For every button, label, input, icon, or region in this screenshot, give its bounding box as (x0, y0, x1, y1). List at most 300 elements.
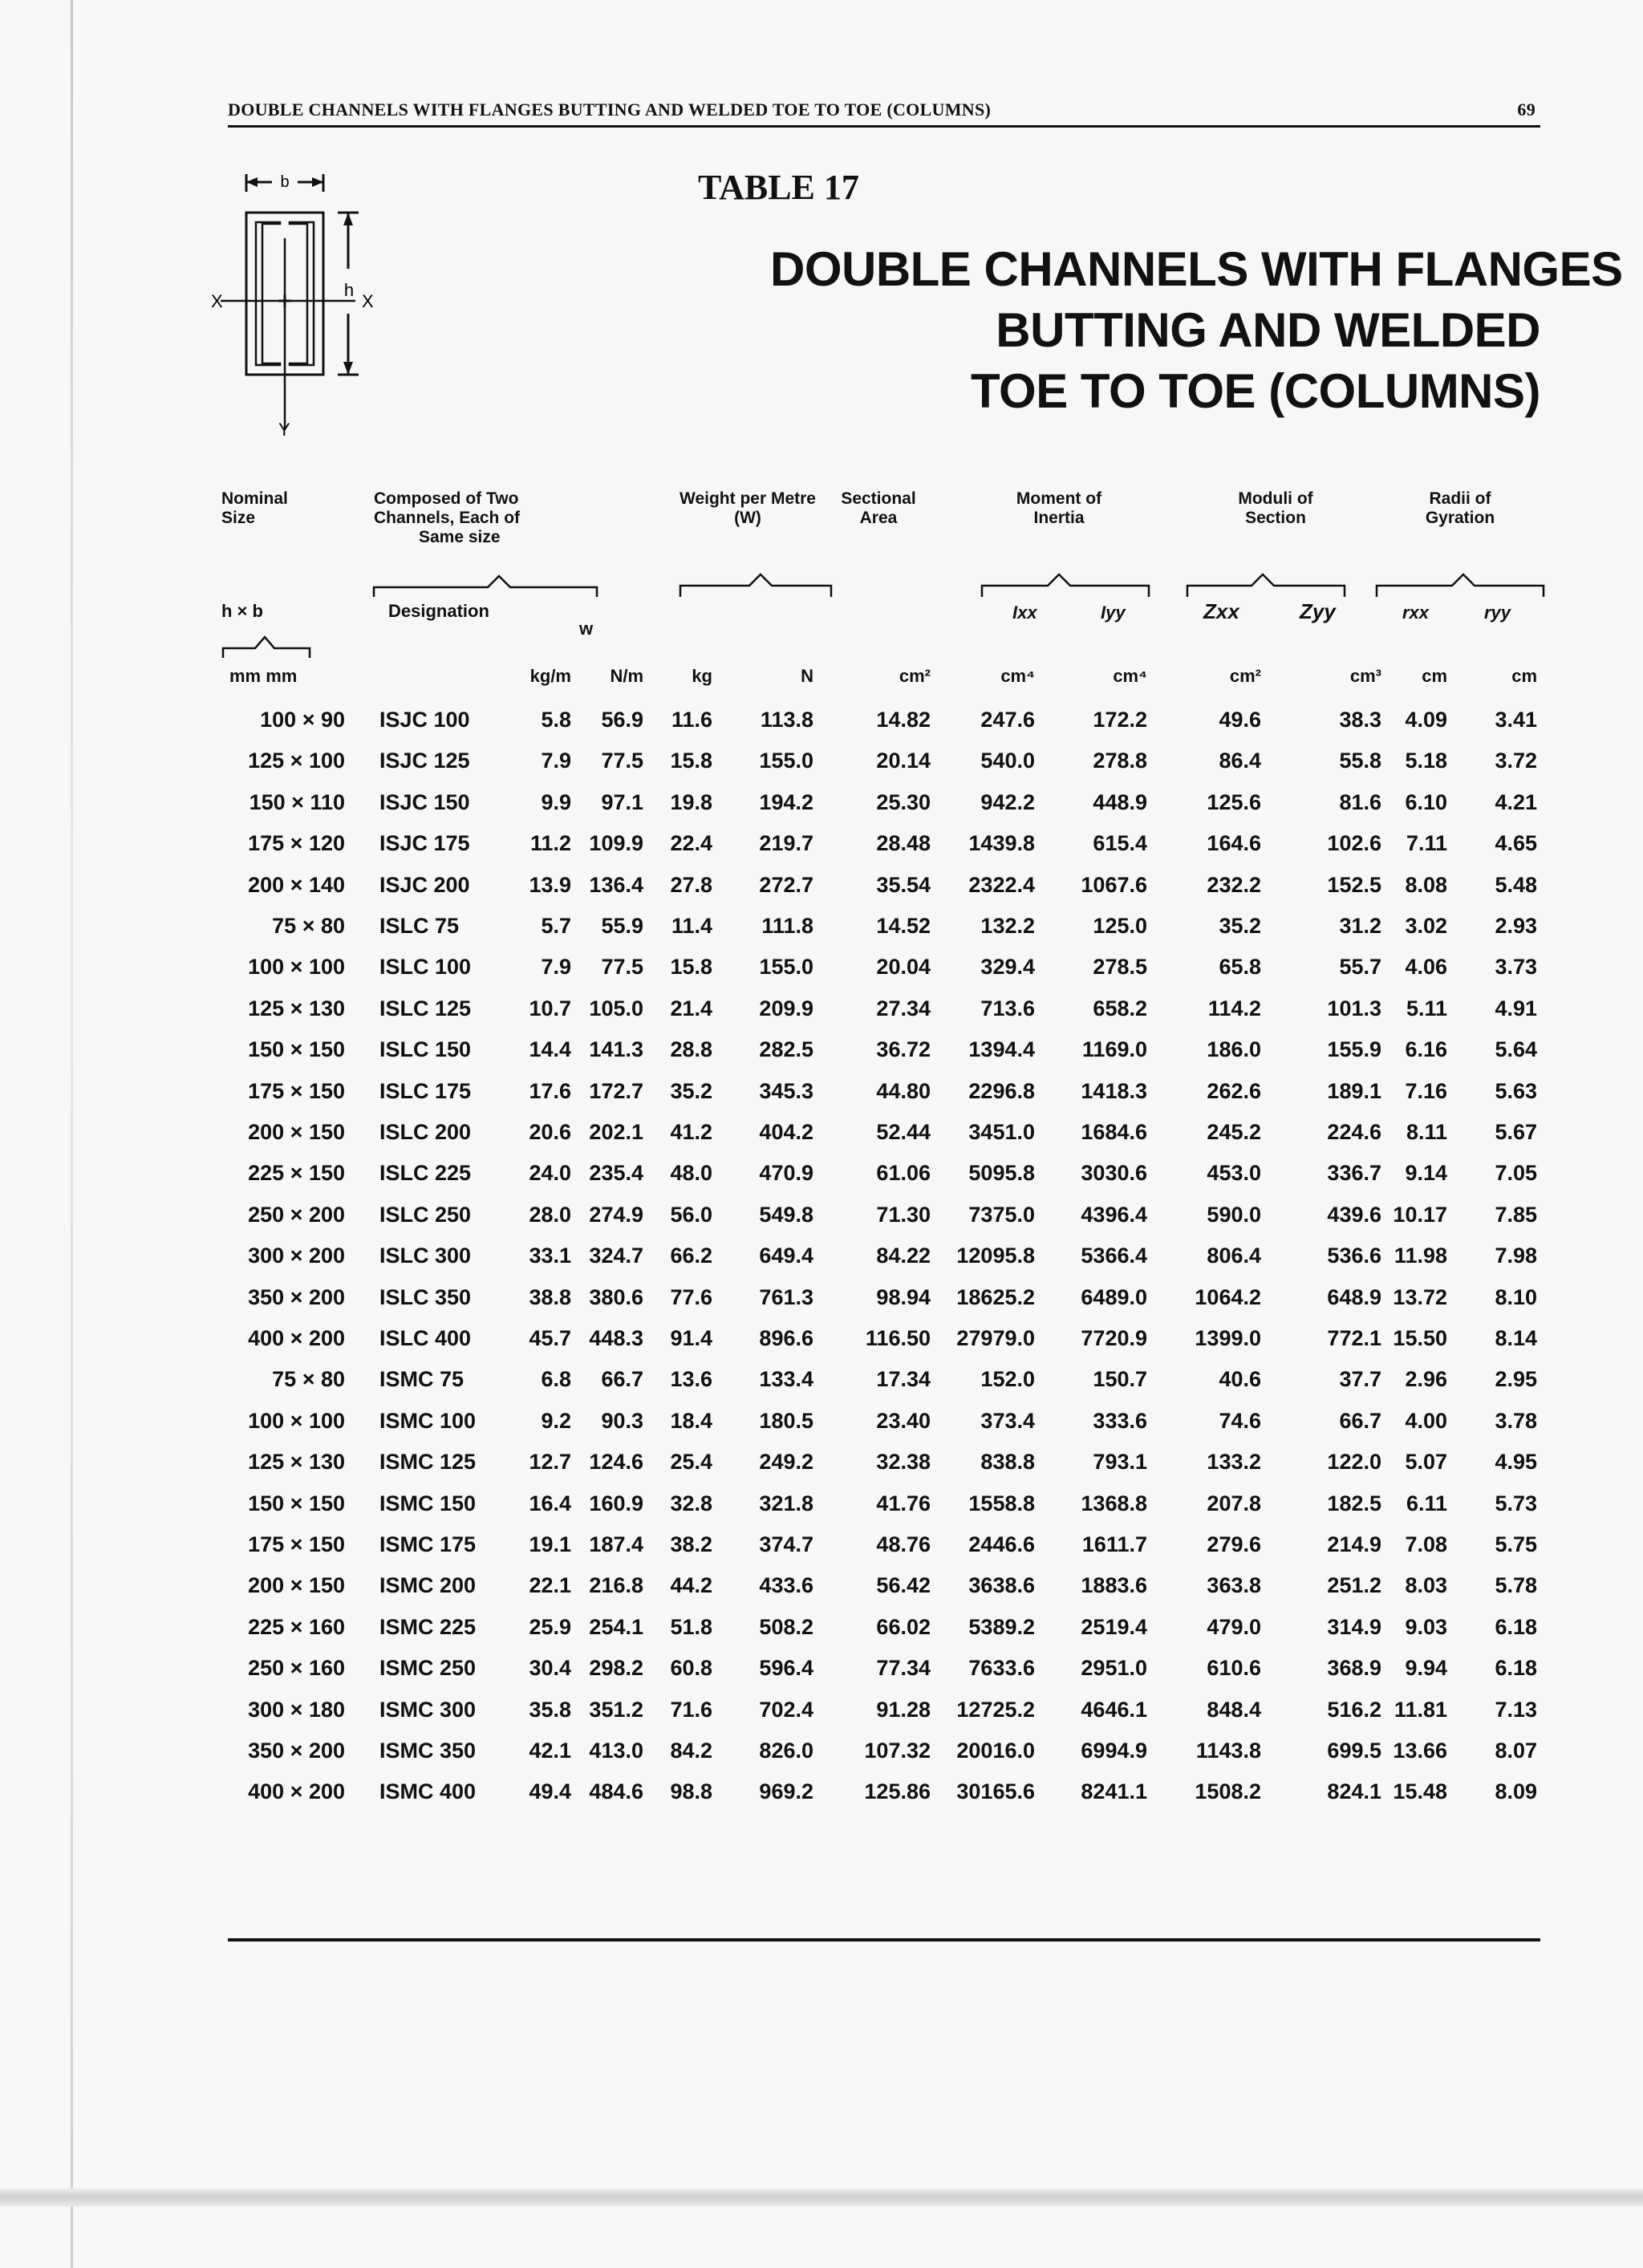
table-row (0, 706, 1643, 738)
cell-sectional-area: 61.06 (876, 1161, 931, 1186)
cell-size-hxb: 200 × 150 (248, 1573, 345, 1598)
cell-rxx: 7.11 (1406, 831, 1447, 856)
cell-size-hxb: 300 × 200 (248, 1244, 345, 1268)
table-row (0, 871, 1643, 903)
cell-weight-kgm: 9.9 (541, 789, 571, 814)
cell-zxx: 262.6 (1207, 1078, 1261, 1103)
cell-iyy: 278.5 (1093, 955, 1147, 980)
cell-weight-n: 194.2 (759, 789, 813, 814)
cell-size-hxb: 175 × 150 (248, 1078, 345, 1103)
cell-iyy: 6994.9 (1081, 1739, 1147, 1763)
cell-ryy: 6.18 (1495, 1656, 1537, 1681)
cell-ixx: 3638.6 (968, 1573, 1035, 1598)
cell-sectional-area: 84.22 (876, 1244, 931, 1268)
cell-ryy: 5.48 (1495, 872, 1537, 897)
header-weight: Weight per Metre (W) (680, 489, 816, 527)
cell-ixx: 247.6 (980, 708, 1035, 732)
diagram-label-y: Y (278, 420, 290, 440)
cell-ryy: 8.14 (1495, 1326, 1537, 1350)
cell-designation: ISLC 100 (379, 955, 472, 980)
cell-ixx: 5095.8 (968, 1161, 1035, 1186)
unit-mm: mm mm (229, 666, 298, 686)
cell-sectional-area: 32.38 (876, 1450, 931, 1475)
cell-iyy: 793.1 (1093, 1450, 1147, 1475)
cell-weight-kg: 15.8 (670, 955, 712, 980)
cell-weight-kg: 91.4 (670, 1326, 712, 1350)
page-number: 69 (1517, 99, 1535, 120)
unit-n: N (801, 666, 813, 686)
cell-weight-kg: 15.8 (670, 749, 712, 773)
cell-weight-kgm: 5.7 (541, 914, 571, 938)
cell-zxx: 1064.2 (1195, 1284, 1261, 1309)
cell-weight-kgm: 45.7 (529, 1326, 571, 1350)
cell-iyy: 172.2 (1093, 708, 1147, 732)
cell-sectional-area: 98.94 (876, 1284, 931, 1309)
cell-zyy: 336.7 (1327, 1161, 1381, 1186)
cell-weight-nm: 254.1 (589, 1614, 643, 1639)
cell-designation: ISLC 300 (379, 1244, 472, 1268)
cell-weight-n: 113.8 (760, 708, 813, 732)
cell-weight-kgm: 7.9 (541, 955, 571, 980)
cell-size-hxb: 100 × 100 (248, 1408, 345, 1433)
cell-zyy: 772.1 (1327, 1326, 1381, 1350)
cell-weight-kg: 11.4 (671, 914, 712, 938)
cell-weight-n: 549.8 (759, 1202, 813, 1227)
cell-iyy: 3030.6 (1081, 1161, 1147, 1186)
header-nominal: Nominal Size (221, 489, 288, 527)
cell-weight-kgm: 10.7 (529, 996, 571, 1020)
cell-zyy: 314.9 (1327, 1614, 1381, 1639)
cell-zyy: 699.5 (1327, 1739, 1381, 1763)
table-row (0, 1654, 1643, 1686)
header-area: Sectional Area (841, 489, 916, 527)
cell-sectional-area: 14.52 (876, 914, 931, 938)
table-row (0, 995, 1643, 1027)
cell-sectional-area: 20.04 (876, 955, 931, 980)
cell-ryy: 8.09 (1495, 1779, 1537, 1804)
cell-size-hxb: 200 × 140 (248, 872, 345, 897)
cell-ryy: 8.10 (1495, 1284, 1537, 1309)
cell-zxx: 186.0 (1207, 1037, 1261, 1062)
cell-weight-kg: 19.8 (670, 789, 712, 814)
cell-ryy: 7.85 (1495, 1202, 1537, 1227)
cell-weight-nm: 136.4 (589, 872, 643, 897)
header-composed: Composed of Two Channels, Each of Same size (374, 489, 521, 546)
cell-size-hxb: 150 × 150 (248, 1491, 345, 1515)
cell-weight-n: 249.2 (759, 1450, 813, 1475)
cell-ixx: 2446.6 (968, 1532, 1035, 1556)
cell-designation: ISMC 300 (379, 1697, 477, 1722)
cell-zyy: 251.2 (1327, 1573, 1381, 1598)
cell-weight-kg: 32.8 (670, 1491, 712, 1515)
cell-size-hxb: 125 × 130 (248, 996, 345, 1020)
cell-weight-nm: 77.5 (601, 749, 643, 773)
diagram-label-b: b (280, 173, 290, 191)
cell-zyy: 155.9 (1327, 1037, 1381, 1062)
header-braces (0, 0, 1643, 690)
cell-weight-kgm: 14.4 (529, 1037, 571, 1062)
cell-iyy: 1368.8 (1081, 1491, 1147, 1515)
cell-sectional-area: 125.86 (864, 1779, 931, 1804)
cell-zyy: 224.6 (1327, 1120, 1381, 1144)
main-title-line-2: BUTTING AND WELDED (996, 303, 1540, 357)
cell-weight-kgm: 11.2 (529, 831, 571, 856)
cell-weight-nm: 298.2 (589, 1656, 643, 1681)
cell-zxx: 207.8 (1207, 1491, 1261, 1515)
table-row (0, 1077, 1643, 1110)
cell-rxx: 3.02 (1405, 914, 1447, 938)
cell-ryy: 3.78 (1495, 1408, 1537, 1433)
cell-rxx: 13.66 (1393, 1739, 1447, 1763)
cell-weight-nm: 172.7 (589, 1078, 643, 1103)
cell-iyy: 7720.9 (1081, 1326, 1147, 1350)
cell-designation: ISJC 175 (379, 831, 470, 856)
cell-size-hxb: 75 × 80 (272, 1367, 345, 1392)
cell-iyy: 150.7 (1093, 1367, 1147, 1392)
cell-zyy: 439.6 (1327, 1202, 1381, 1227)
cell-ixx: 373.4 (980, 1408, 1035, 1433)
cell-zxx: 49.6 (1219, 708, 1261, 732)
header-zxx: Zxx (1203, 599, 1239, 623)
cell-size-hxb: 175 × 150 (248, 1532, 345, 1556)
cell-weight-kg: 27.8 (670, 872, 712, 897)
cell-ryy: 7.98 (1495, 1244, 1537, 1268)
cell-zxx: 40.6 (1219, 1367, 1261, 1392)
cell-iyy: 1684.6 (1081, 1120, 1147, 1144)
cell-designation: ISMC 400 (379, 1779, 477, 1804)
cell-zyy: 102.6 (1327, 831, 1381, 856)
cell-sectional-area: 44.80 (876, 1078, 931, 1103)
cell-ryy: 7.13 (1495, 1697, 1537, 1722)
cell-ryy: 4.21 (1495, 789, 1537, 814)
cell-weight-n: 180.5 (759, 1408, 813, 1433)
cell-designation: ISMC 100 (379, 1408, 477, 1433)
header-radii: Radii of Gyration (1425, 489, 1495, 527)
table-row (0, 1118, 1643, 1150)
table-row (0, 953, 1643, 985)
cell-weight-nm: 97.1 (601, 789, 643, 814)
cell-weight-nm: 160.9 (589, 1491, 643, 1515)
cell-iyy: 8241.1 (1081, 1779, 1147, 1804)
cell-ixx: 7375.0 (968, 1202, 1035, 1227)
table-row (0, 830, 1643, 862)
cell-sectional-area: 66.02 (876, 1614, 931, 1639)
cell-size-hxb: 150 × 150 (248, 1037, 345, 1062)
cell-ryy: 2.95 (1495, 1367, 1537, 1392)
header-ixx: Ixx (1012, 603, 1037, 623)
cell-weight-kg: 41.2 (670, 1120, 712, 1144)
table-row (0, 1036, 1643, 1068)
cell-iyy: 2519.4 (1081, 1614, 1147, 1639)
cell-weight-n: 596.4 (759, 1656, 813, 1681)
cell-rxx: 6.16 (1405, 1037, 1447, 1062)
cell-rxx: 11.98 (1394, 1244, 1447, 1268)
cell-designation: ISLC 225 (379, 1161, 472, 1186)
cell-rxx: 9.14 (1405, 1161, 1447, 1186)
cell-ixx: 942.2 (980, 789, 1035, 814)
cell-weight-kgm: 28.0 (529, 1202, 571, 1227)
cell-rxx: 5.11 (1406, 996, 1447, 1020)
table-row (0, 789, 1643, 821)
cell-sectional-area: 48.76 (876, 1532, 931, 1556)
cell-weight-kg: 18.4 (670, 1408, 712, 1433)
table-row (0, 1572, 1643, 1604)
cell-weight-kg: 48.0 (670, 1161, 712, 1186)
cell-zxx: 1399.0 (1195, 1326, 1261, 1350)
cell-size-hxb: 225 × 150 (248, 1161, 345, 1186)
cell-weight-n: 374.7 (759, 1532, 813, 1556)
cell-iyy: 1169.0 (1081, 1037, 1147, 1062)
cell-size-hxb: 100 × 100 (248, 955, 345, 980)
cell-zxx: 245.2 (1207, 1120, 1261, 1144)
cell-iyy: 615.4 (1093, 831, 1147, 856)
diagram-label-x-right: X (362, 291, 374, 311)
cell-zxx: 479.0 (1207, 1614, 1261, 1639)
cell-size-hxb: 175 × 120 (248, 831, 345, 856)
cell-size-hxb: 75 × 80 (272, 914, 345, 938)
cell-size-hxb: 100 × 90 (260, 708, 345, 732)
cell-sectional-area: 27.34 (876, 996, 931, 1020)
cell-weight-nm: 66.7 (601, 1367, 643, 1392)
cell-iyy: 448.9 (1093, 789, 1147, 814)
cell-weight-kgm: 5.8 (541, 708, 571, 732)
table-row (0, 1448, 1643, 1480)
cell-weight-n: 404.2 (759, 1120, 813, 1144)
cell-weight-nm: 274.9 (589, 1202, 643, 1227)
cell-weight-kg: 84.2 (670, 1739, 712, 1763)
cell-zxx: 610.6 (1207, 1656, 1261, 1681)
cell-ryy: 5.73 (1495, 1491, 1537, 1515)
scan-bottom-edge (0, 2189, 1643, 2206)
cell-ixx: 1558.8 (968, 1491, 1035, 1515)
cell-iyy: 2951.0 (1081, 1656, 1147, 1681)
header-moduli: Moduli of Section (1238, 489, 1313, 527)
cell-zyy: 368.9 (1327, 1656, 1381, 1681)
cell-weight-kgm: 9.2 (541, 1408, 571, 1433)
cell-sectional-area: 107.32 (864, 1739, 931, 1763)
cell-rxx: 11.81 (1394, 1697, 1447, 1722)
cell-weight-nm: 351.2 (589, 1697, 643, 1722)
table-row (0, 1407, 1643, 1439)
cell-iyy: 4396.4 (1081, 1202, 1147, 1227)
cell-zyy: 214.9 (1327, 1532, 1381, 1556)
table-row (0, 1531, 1643, 1563)
cell-rxx: 2.96 (1405, 1367, 1447, 1392)
cell-weight-kg: 77.6 (670, 1284, 712, 1309)
cell-designation: ISLC 400 (379, 1326, 472, 1350)
cell-zyy: 81.6 (1339, 789, 1381, 814)
cell-rxx: 6.11 (1406, 1491, 1447, 1515)
cell-rxx: 7.08 (1405, 1532, 1447, 1556)
cell-rxx: 10.17 (1393, 1202, 1447, 1227)
table-row (0, 1778, 1643, 1810)
cell-ixx: 2322.4 (968, 872, 1035, 897)
cell-size-hxb: 200 × 150 (248, 1120, 345, 1144)
main-title-line-3: TOE TO TOE (COLUMNS) (970, 364, 1540, 418)
unit-iyy: cm⁴ (1113, 666, 1147, 686)
cell-designation: ISLC 350 (379, 1284, 472, 1309)
cell-ixx: 5389.2 (968, 1614, 1035, 1639)
cell-rxx: 8.03 (1405, 1573, 1447, 1598)
main-title-line-1: DOUBLE CHANNELS WITH FLANGES (770, 242, 1623, 296)
cell-size-hxb: 250 × 160 (248, 1656, 345, 1681)
table-row (0, 1284, 1643, 1316)
cell-iyy: 1418.3 (1081, 1078, 1147, 1103)
cell-zxx: 848.4 (1207, 1697, 1261, 1722)
cell-weight-n: 508.2 (759, 1614, 813, 1639)
cell-ixx: 30165.6 (956, 1779, 1035, 1804)
cell-weight-n: 155.0 (759, 749, 813, 773)
cell-zyy: 66.7 (1339, 1408, 1381, 1433)
cell-weight-kg: 13.6 (670, 1367, 712, 1392)
cell-zxx: 1143.8 (1195, 1739, 1261, 1763)
header-hxb: h × b (221, 601, 263, 621)
cell-designation: ISMC 125 (379, 1450, 477, 1475)
cell-iyy: 1611.7 (1081, 1532, 1147, 1556)
cell-sectional-area: 77.34 (876, 1656, 931, 1681)
cell-weight-kgm: 24.0 (529, 1161, 571, 1186)
table-row (0, 1613, 1643, 1645)
cell-weight-n: 761.3 (759, 1284, 813, 1309)
cell-sectional-area: 71.30 (876, 1202, 931, 1227)
cell-weight-kg: 35.2 (670, 1078, 712, 1103)
cell-zyy: 189.1 (1327, 1078, 1381, 1103)
cell-ixx: 18625.2 (956, 1284, 1035, 1309)
cell-rxx: 5.18 (1405, 749, 1447, 773)
cell-zyy: 824.1 (1327, 1779, 1381, 1804)
cell-rxx: 4.00 (1405, 1408, 1447, 1433)
cell-zyy: 182.5 (1327, 1491, 1381, 1515)
cell-rxx: 7.16 (1405, 1078, 1447, 1103)
cell-zyy: 536.6 (1327, 1244, 1381, 1268)
cell-size-hxb: 400 × 200 (248, 1326, 345, 1350)
cell-weight-n: 826.0 (759, 1739, 813, 1763)
cell-designation: ISLC 75 (379, 914, 460, 938)
cell-ixx: 3451.0 (968, 1120, 1035, 1144)
cell-weight-kg: 51.8 (670, 1614, 712, 1639)
cell-designation: ISJC 100 (379, 708, 470, 732)
cell-rxx: 15.48 (1393, 1779, 1447, 1804)
unit-ryy: cm (1511, 666, 1537, 686)
cell-zxx: 125.6 (1207, 789, 1261, 814)
table-row (0, 1159, 1643, 1191)
cell-ryy: 5.67 (1495, 1120, 1537, 1144)
cell-weight-kg: 71.6 (670, 1697, 712, 1722)
cell-designation: ISMC 350 (379, 1739, 477, 1763)
cell-designation: ISMC 225 (379, 1614, 477, 1639)
cell-weight-kgm: 19.1 (529, 1532, 571, 1556)
cell-weight-kgm: 38.8 (529, 1284, 571, 1309)
cell-ixx: 540.0 (980, 749, 1035, 773)
cell-zxx: 279.6 (1207, 1532, 1261, 1556)
cell-weight-n: 111.8 (761, 914, 813, 938)
cell-rxx: 4.09 (1405, 708, 1447, 732)
cell-designation: ISLC 250 (379, 1202, 472, 1227)
cell-iyy: 658.2 (1093, 996, 1147, 1020)
cell-weight-kg: 56.0 (670, 1202, 712, 1227)
cell-zxx: 590.0 (1207, 1202, 1261, 1227)
header-w: w (579, 619, 594, 639)
unit-kg: kg (692, 666, 712, 686)
cell-weight-kgm: 6.8 (541, 1367, 571, 1392)
cell-zyy: 516.2 (1327, 1697, 1381, 1722)
cell-iyy: 278.8 (1093, 749, 1147, 773)
cell-zyy: 55.7 (1339, 955, 1381, 980)
cell-weight-n: 133.4 (759, 1367, 813, 1392)
cell-weight-nm: 77.5 (601, 955, 643, 980)
units-row (0, 663, 1643, 695)
cell-weight-kgm: 30.4 (529, 1656, 571, 1681)
cell-weight-n: 272.7 (759, 872, 813, 897)
cell-weight-kg: 44.2 (670, 1573, 712, 1598)
diagram-label-h: h (343, 280, 355, 300)
cell-ryy: 3.41 (1495, 708, 1537, 732)
cell-weight-nm: 90.3 (601, 1408, 643, 1433)
cell-weight-n: 155.0 (759, 955, 813, 980)
cell-ryy: 3.72 (1495, 749, 1537, 773)
cell-ryy: 4.95 (1495, 1450, 1537, 1475)
cell-size-hxb: 400 × 200 (248, 1779, 345, 1804)
cell-weight-kg: 38.2 (670, 1532, 712, 1556)
cell-designation: ISLC 150 (379, 1037, 472, 1062)
cell-weight-nm: 235.4 (589, 1161, 643, 1186)
cell-designation: ISJC 125 (379, 749, 470, 773)
table-row (0, 1737, 1643, 1769)
cell-ryy: 6.18 (1495, 1614, 1537, 1639)
table-row (0, 1325, 1643, 1357)
cell-zyy: 122.0 (1327, 1450, 1381, 1475)
cell-designation: ISMC 75 (379, 1367, 465, 1392)
cell-weight-kg: 21.4 (670, 996, 712, 1020)
cell-weight-nm: 484.6 (589, 1779, 643, 1804)
cell-ixx: 12095.8 (956, 1244, 1035, 1268)
cell-weight-kgm: 22.1 (529, 1573, 571, 1598)
cell-weight-nm: 413.0 (589, 1739, 643, 1763)
table-row (0, 1696, 1643, 1728)
cell-weight-nm: 380.6 (589, 1284, 643, 1309)
cell-ixx: 12725.2 (956, 1697, 1035, 1722)
header-rxx: rxx (1402, 603, 1430, 623)
cell-ryy: 5.63 (1495, 1078, 1537, 1103)
cell-weight-kg: 98.8 (670, 1779, 712, 1804)
table-row (0, 1201, 1643, 1233)
cell-sectional-area: 17.34 (876, 1367, 931, 1392)
cell-ryy: 2.93 (1495, 914, 1537, 938)
cell-sectional-area: 28.48 (876, 831, 931, 856)
cell-zxx: 363.8 (1207, 1573, 1261, 1598)
cell-iyy: 4646.1 (1081, 1697, 1147, 1722)
cell-ixx: 1439.8 (968, 831, 1035, 856)
cell-zyy: 648.9 (1327, 1284, 1381, 1309)
cell-weight-kg: 22.4 (670, 831, 712, 856)
cell-iyy: 6489.0 (1081, 1284, 1147, 1309)
cell-sectional-area: 41.76 (876, 1491, 931, 1515)
cell-weight-n: 219.7 (759, 831, 813, 856)
cell-ryy: 3.73 (1495, 955, 1537, 980)
cell-zyy: 31.2 (1339, 914, 1381, 938)
cell-ixx: 152.0 (980, 1367, 1035, 1392)
table-row (0, 1242, 1643, 1274)
cell-zyy: 55.8 (1339, 749, 1381, 773)
header-zyy: Zyy (1300, 599, 1336, 623)
unit-zxx: cm² (1229, 666, 1261, 686)
header-designation: Designation (388, 601, 489, 621)
cell-weight-kgm: 20.6 (529, 1120, 571, 1144)
cell-weight-kgm: 25.9 (529, 1614, 571, 1639)
cell-weight-n: 209.9 (759, 996, 813, 1020)
cell-ixx: 27979.0 (956, 1326, 1035, 1350)
cell-sectional-area: 36.72 (876, 1037, 931, 1062)
